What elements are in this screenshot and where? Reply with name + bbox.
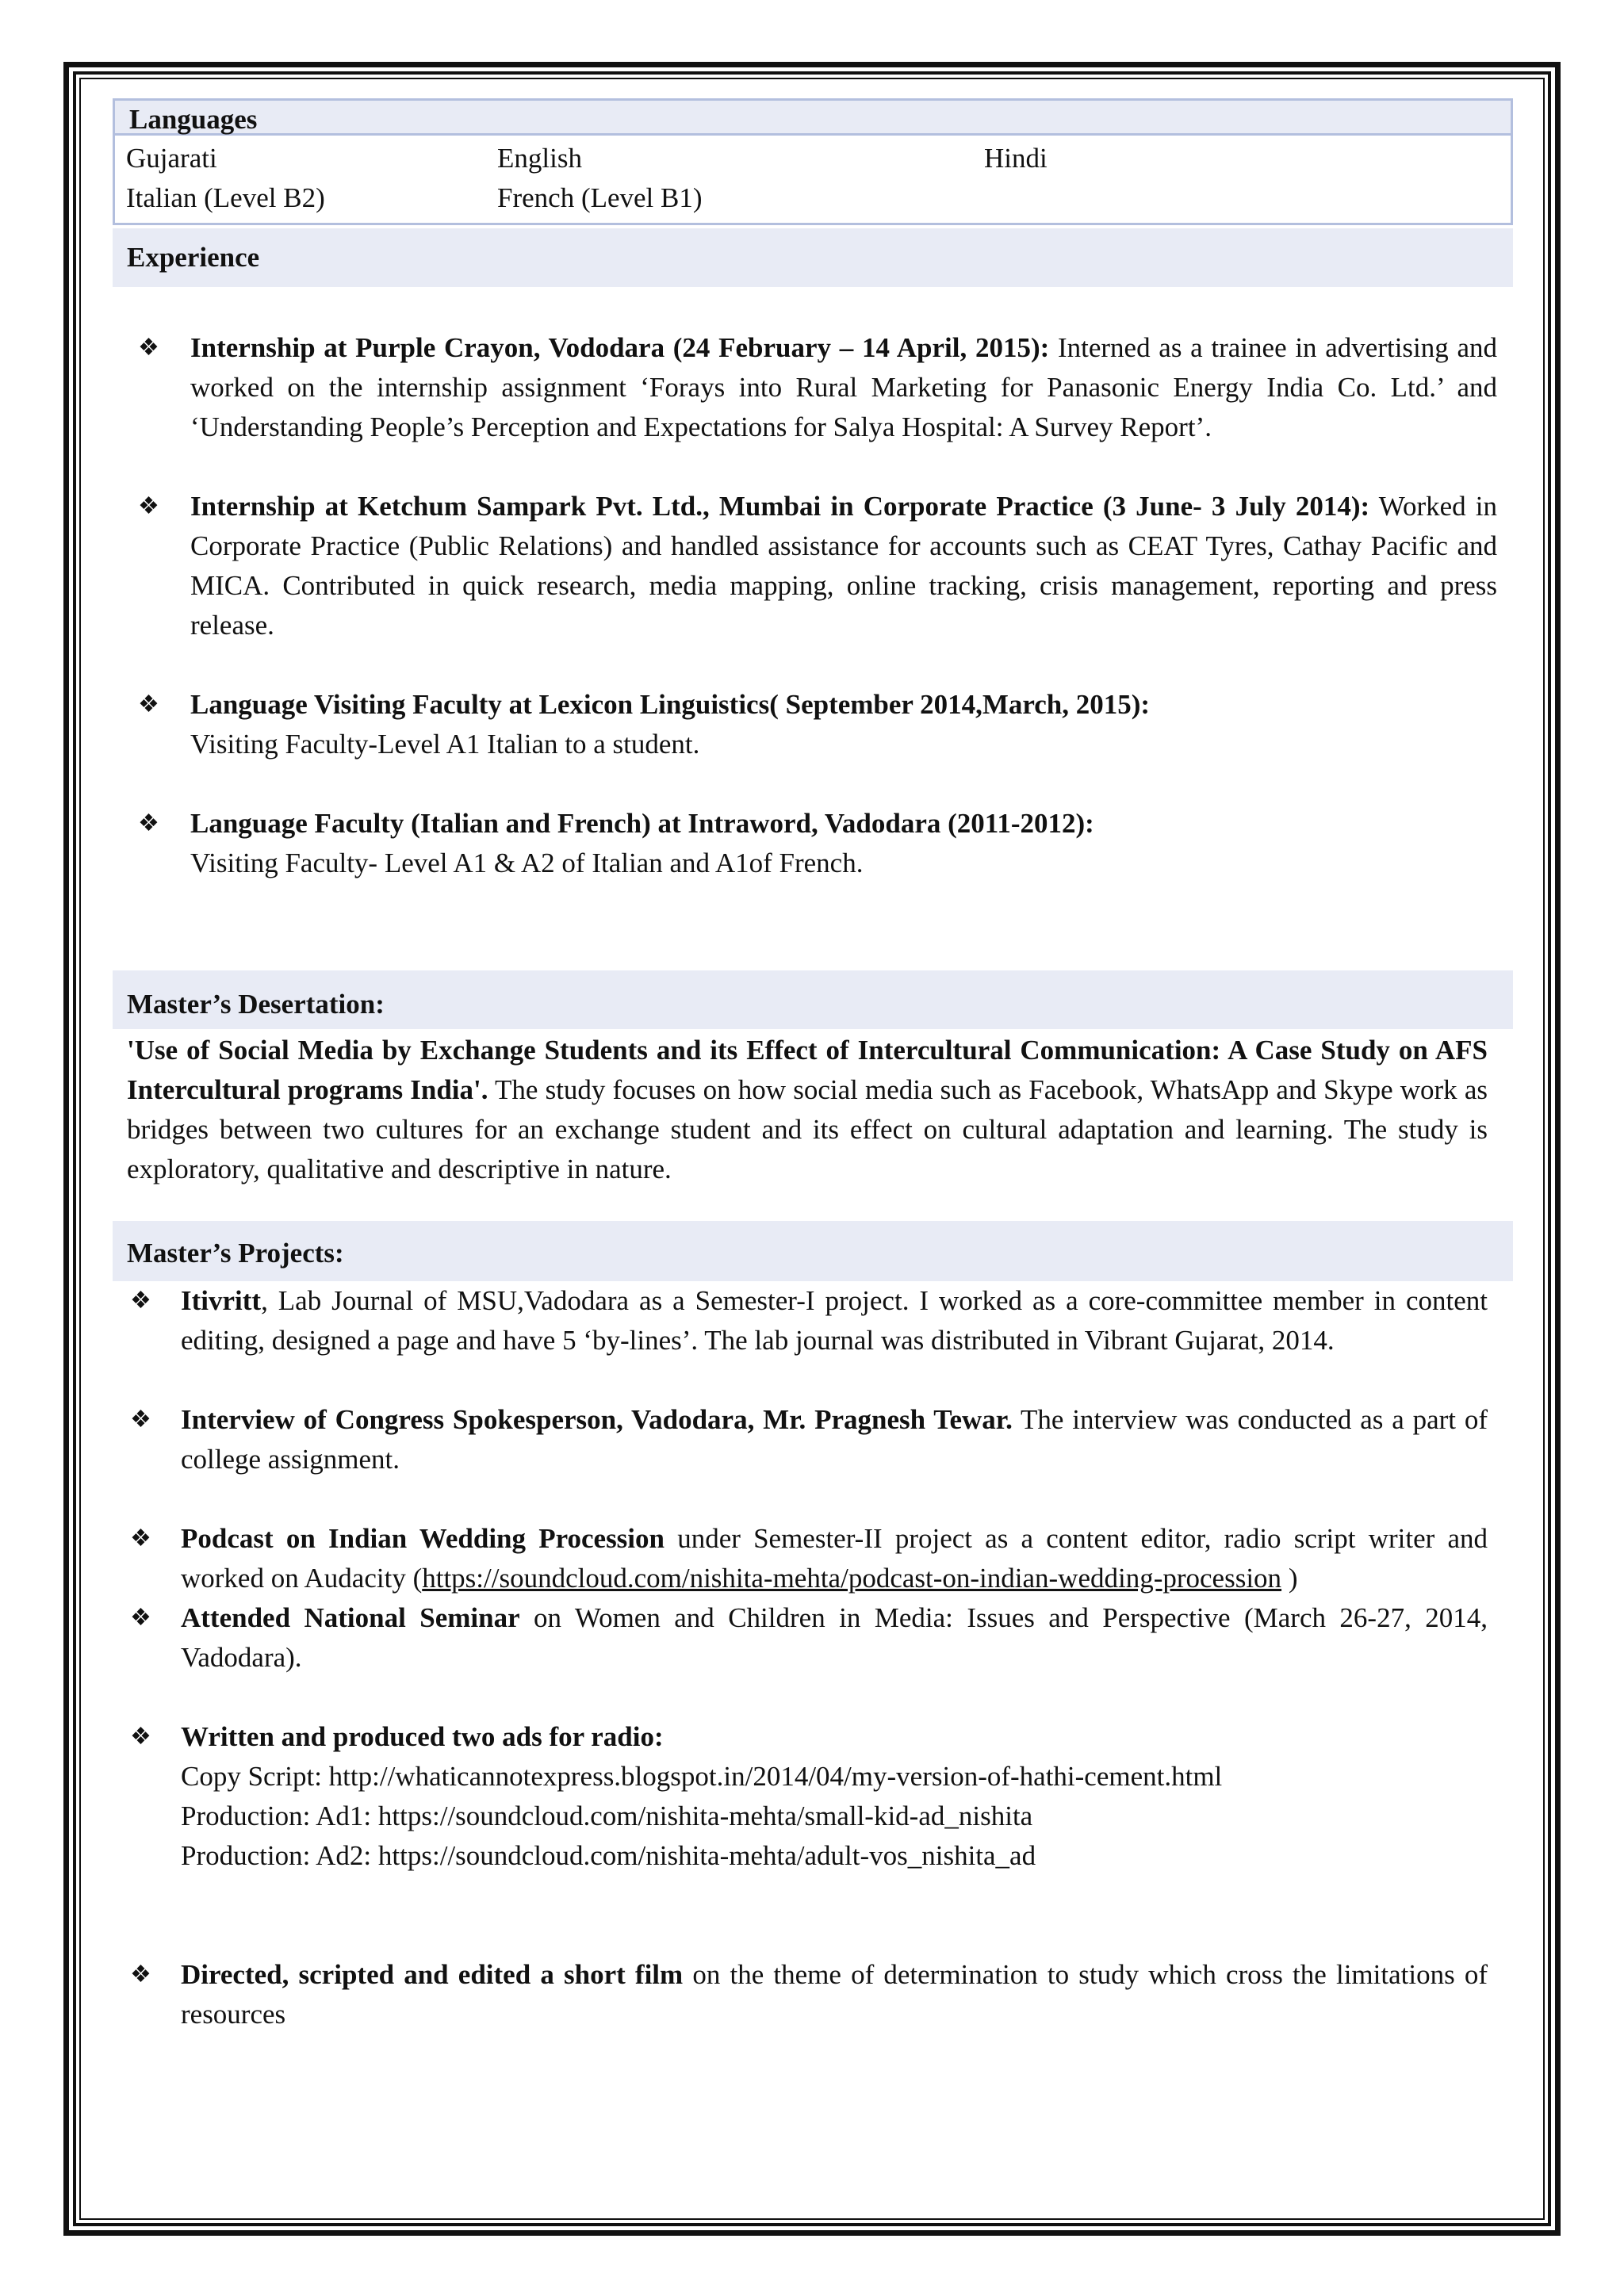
project-item bbox=[113, 1717, 1513, 1876]
experience-item bbox=[113, 804, 1513, 883]
diamond-bullet-icon: ❖ bbox=[130, 1724, 151, 1750]
language-item: Gujarati bbox=[126, 143, 217, 174]
experience-body: Worked in Corporate Practice (Public Relations) and handled assistance for accounts such as CEAT Tyres, Cathay Pacific and MICA. Contributed in quick research, media mapping, online tracking, crisis management, reporting and press release. bbox=[190, 491, 1497, 641]
project-body: , Lab Journal of MSU,Vadodara as a Semester-I project. I worked as a core-committee member in content editing, designed a page and have 5 ‘by-lines’. The lab journal was distributed in Vibrant Gujarat, 2014. bbox=[181, 1285, 1488, 1356]
languages-grid bbox=[115, 136, 1511, 223]
dissertation-heading: Master’s Desertation: bbox=[113, 970, 1513, 1029]
project-item bbox=[113, 1598, 1513, 1678]
experience-heading: Experience bbox=[113, 228, 1513, 287]
diamond-bullet-icon: ❖ bbox=[130, 1406, 151, 1433]
project-title: Itivritt bbox=[181, 1285, 262, 1316]
production-ad2-line: Production: Ad2: https://soundcloud.com/nishita-mehta/adult-vos_nishita_ad bbox=[181, 1840, 1036, 1871]
experience-body: Visiting Faculty- Level A1 & A2 of Italian and A1of French. bbox=[190, 848, 864, 878]
experience-body: Interned as a trainee in advertising and worked on the internship assignment ‘Forays into Rural Marketing for Panasonic Energy India Co. Ltd.’ and ‘Understanding People’s Perception and Expectations for Salya Hospital: A Survey Report’. bbox=[190, 332, 1498, 442]
projects-heading: Master’s Projects: bbox=[113, 1221, 1513, 1281]
language-item: Hindi bbox=[984, 143, 1048, 174]
project-title: Interview of Congress Spokesperson, Vadodara, Mr. Pragnesh Tewar. bbox=[181, 1404, 1013, 1435]
diamond-bullet-icon: ❖ bbox=[130, 1961, 151, 1988]
project-body: The interview was conducted as a part of college assignment. bbox=[181, 1404, 1488, 1475]
project-item bbox=[113, 1281, 1513, 1360]
language-item: Italian (Level B2) bbox=[126, 182, 325, 213]
experience-item bbox=[113, 487, 1513, 645]
production-ad1-line: Production: Ad1: https://soundcloud.com/nishita-mehta/small-kid-ad_nishita bbox=[181, 1800, 1033, 1831]
diamond-bullet-icon: ❖ bbox=[130, 1525, 151, 1552]
project-title: Directed, scripted and edited a short film bbox=[181, 1959, 684, 1990]
experience-item bbox=[113, 328, 1513, 447]
podcast-link[interactable]: https://soundcloud.com/nishita-mehta/podcast-on-indian-wedding-procession bbox=[422, 1563, 1282, 1594]
project-title: Podcast on Indian Wedding Procession bbox=[181, 1523, 665, 1554]
project-title: Written and produced two ads for radio: bbox=[181, 1721, 664, 1752]
languages-heading: Languages bbox=[115, 101, 1511, 136]
project-body-end: ) bbox=[1281, 1563, 1298, 1594]
diamond-bullet-icon: ❖ bbox=[130, 1288, 151, 1314]
project-title: Attended National Seminar bbox=[181, 1602, 520, 1633]
diamond-bullet-icon: ❖ bbox=[130, 1605, 151, 1631]
experience-title: Language Faculty (Italian and French) at Intraword, Vadodara (2011-2012): bbox=[190, 808, 1094, 839]
dissertation-paragraph bbox=[113, 1031, 1513, 1189]
diamond-bullet-icon: ❖ bbox=[138, 691, 159, 718]
experience-item bbox=[113, 685, 1513, 764]
experience-title: Internship at Purple Crayon, Vododara (24 February – 14 April, 2015): bbox=[190, 332, 1050, 363]
project-body: under Semester-II project as a content editor, radio script writer and worked on Audacity ( bbox=[181, 1523, 1488, 1594]
project-item bbox=[113, 1400, 1513, 1479]
dissertation-body: The study focuses on how social media such as Facebook, WhatsApp and Skype work as bridges between two cultures for an exchange student and its effect on cultural adaptation and learning. The study is exploratory, qualitative and descriptive in nature. bbox=[127, 1074, 1488, 1184]
dissertation-title: 'Use of Social Media by Exchange Students and its Effect of Intercultural Communication: A Case Study on AFS Intercultural programs India'. bbox=[127, 1035, 1488, 1105]
language-item: French (Level B1) bbox=[497, 182, 703, 213]
diamond-bullet-icon: ❖ bbox=[138, 493, 159, 519]
languages-section bbox=[113, 98, 1513, 225]
experience-title: Internship at Ketchum Sampark Pvt. Ltd., Mumbai in Corporate Practice (3 June- 3 July 2014): bbox=[190, 491, 1370, 522]
diamond-bullet-icon: ❖ bbox=[138, 335, 159, 361]
experience-title: Language Visiting Faculty at Lexicon Linguistics( September 2014,March, 2015): bbox=[190, 689, 1151, 720]
experience-body: Visiting Faculty-Level A1 Italian to a student. bbox=[190, 729, 700, 760]
language-item: English bbox=[497, 143, 582, 174]
resume-content bbox=[113, 98, 1513, 2034]
copy-script-line: Copy Script: http://whaticannotexpress.blogspot.in/2014/04/my-version-of-hathi-cement.html bbox=[181, 1761, 1223, 1792]
project-item bbox=[113, 1955, 1513, 2034]
project-body: on the theme of determination to study which cross the limitations of resources bbox=[181, 1959, 1488, 2030]
project-item bbox=[113, 1519, 1513, 1598]
project-body: on Women and Children in Media: Issues and Perspective (March 26-27, 2014, Vadodara). bbox=[181, 1602, 1488, 1673]
diamond-bullet-icon: ❖ bbox=[138, 810, 159, 836]
